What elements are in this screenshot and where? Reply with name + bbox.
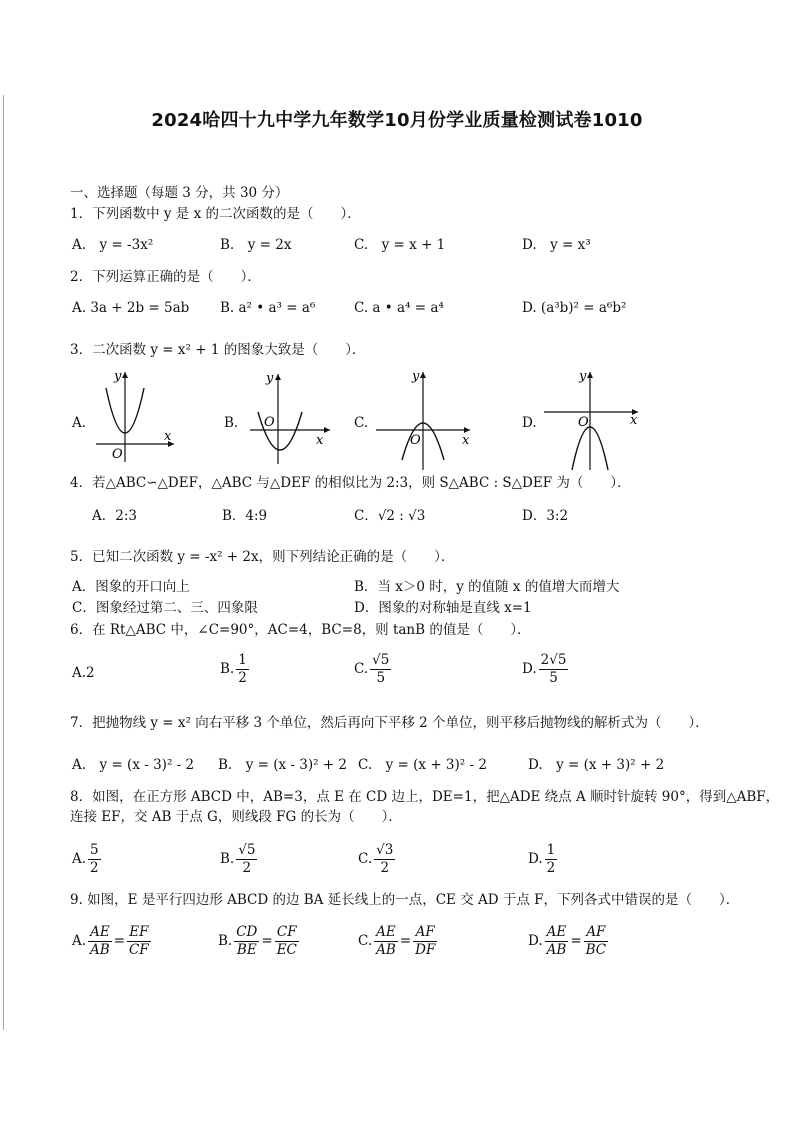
q4-stem: 4．若△ABC∽△DEF，△ABC 与△DEF 的相似比为 2:3，则 S△ABC : S△DEF 为（ ）． [70, 475, 631, 491]
q6-b-denominator: 2 [238, 670, 247, 686]
q8-c-numerator: √3 [376, 842, 394, 858]
q6-c-numerator: √5 [372, 652, 390, 668]
q8-d-numerator: 1 [546, 842, 556, 858]
q7-option-c: C. y = (x + 3)² - 2 [358, 757, 487, 773]
q6-option-a: A.2 [72, 665, 95, 681]
q9-option-a-label: A. [72, 933, 87, 949]
q8-option-c-fraction [374, 842, 395, 877]
q2-option-c: C. a • a⁴ = a⁴ [354, 300, 444, 316]
q8-stem-line-1: 8．如图，在正方形 ABCD 中，AB=3，点 E 在 CD 边上，DE=1，把△ADE 绕点 A 顺时针旋转 90°，得到△ABF， [70, 789, 780, 805]
q5-option-a: A．图象的开口向上 [72, 579, 190, 595]
q9-option-b-label: B. [218, 933, 233, 949]
q8-stem-line-2: 连接 EF，交 AB 于点 G，则线段 FG 的长为（ ）． [70, 809, 402, 825]
q6-option-b-label: B. [220, 661, 235, 677]
q4-option-a: A．2:3 [92, 508, 137, 524]
q1-option-a: A. y = -3x² [72, 237, 154, 253]
q9-c-right-fraction [413, 924, 437, 959]
q8-option-b [220, 842, 259, 877]
q3-label-a: A. [72, 415, 87, 431]
q1-stem: 1．下列函数中 y 是 x 的二次函数的是（ ）． [70, 206, 361, 222]
q8-option-b-label: B. [220, 851, 235, 867]
q6-option-c-label: C. [354, 661, 369, 677]
q8-option-c [358, 842, 397, 877]
q6-d-denominator: 5 [549, 670, 558, 686]
q3b-y-label: y [266, 371, 274, 386]
q6-option-c [354, 652, 393, 687]
q6-d-numerator: 2√5 [540, 652, 567, 668]
q6-option-c-fraction [370, 652, 391, 687]
q3-graph-a [92, 366, 182, 466]
q7-stem: 7．把抛物线 y = x² 向右平移 3 个单位，然后再向下平移 2 个单位，则平移后抛物线的解析式为（ ）． [70, 715, 709, 731]
q9-option-b [218, 924, 301, 959]
q6-option-d-label: D. [522, 661, 537, 677]
q5-option-b: B．当 x＞0 时，y 的值随 x 的值增大而增大 [354, 579, 620, 595]
q9-d-right-fraction [584, 924, 609, 959]
q9-b-right-den: EC [276, 942, 297, 958]
q9-option-a [72, 924, 153, 959]
q8-b-numerator: √5 [238, 842, 256, 858]
q8-b-denominator: 2 [242, 860, 252, 876]
q6-option-b-fraction [236, 652, 249, 687]
q9-b-right-num: CF [275, 924, 299, 942]
q9-a-right-num: EF [127, 924, 151, 942]
q3d-x-label: x [630, 413, 638, 428]
q3-label-c: C. [354, 415, 369, 431]
q3c-y-label: y [412, 369, 420, 384]
q9-c-equals: = [399, 933, 412, 949]
q3-label-b: B. [224, 415, 239, 431]
q9-option-d [528, 924, 610, 959]
q9-d-left-den: AB [546, 942, 567, 958]
q8-option-d-label: D. [528, 851, 543, 867]
q9-b-right-fraction [275, 924, 299, 959]
q3d-y-label: y [579, 369, 587, 384]
q8-a-numerator: 5 [90, 842, 99, 858]
q8-c-denominator: 2 [380, 860, 390, 876]
q8-option-d-fraction [545, 842, 558, 877]
q2-option-d: D. (a³b)² = a⁶b² [522, 300, 627, 316]
q8-a-denominator: 2 [90, 860, 99, 876]
q9-a-equals: = [113, 933, 126, 949]
q6-option-b [220, 652, 251, 687]
q8-option-d [528, 842, 559, 877]
q8-option-c-label: C. [358, 851, 373, 867]
q5-stem: 5．已知二次函数 y = -x² + 2x，则下列结论正确的是（ ）． [70, 549, 455, 565]
exam-title: 2024哈四十九中学九年数学10月份学业质量检测试卷1010 [151, 110, 643, 131]
q9-a-right-den: CF [129, 942, 149, 958]
q9-a-left-den: AB [90, 942, 110, 958]
q3b-origin-label: O [264, 415, 275, 430]
q3-stem: 3．二次函数 y = x² + 1 的图象大致是（ ）． [70, 342, 366, 358]
q5-option-d: D．图象的对称轴是直线 x=1 [354, 600, 532, 616]
q1-option-b: B. y = 2x [220, 237, 292, 253]
q9-c-left-den: AB [376, 942, 396, 958]
q9-option-c [358, 924, 439, 959]
q9-d-right-num: AF [584, 924, 609, 942]
q3c-origin-label: O [410, 433, 421, 448]
section-heading: 一、选择题（每题 3 分，共 30 分） [70, 185, 289, 201]
q7-option-a: A. y = (x - 3)² - 2 [72, 757, 195, 773]
q6-option-d [522, 652, 570, 687]
q8-option-b-fraction [236, 842, 257, 877]
q6-b-numerator: 1 [238, 652, 247, 668]
q7-option-b: B. y = (x - 3)² + 2 [218, 757, 348, 773]
q2-stem: 2．下列运算正确的是（ ）． [70, 269, 261, 285]
q2-option-a: A. 3a + 2b = 5ab [72, 300, 190, 316]
q6-c-denominator: 5 [376, 670, 386, 686]
q3a-origin-label: O [112, 447, 123, 462]
q9-b-left-den: BE [236, 942, 257, 958]
q3d-origin-label: O [578, 415, 589, 430]
q9-d-right-den: BC [585, 942, 607, 958]
q8-option-a-label: A. [72, 851, 87, 867]
q5-option-c: C．图象经过第二、三、四象限 [72, 600, 258, 616]
q9-a-right-fraction [127, 924, 151, 959]
q1-option-c: C. y = x + 1 [354, 237, 446, 253]
q9-b-left-fraction [234, 924, 259, 959]
q1-option-d: D. y = x³ [522, 237, 591, 253]
q9-c-left-fraction [374, 924, 398, 959]
q6-option-d-fraction [539, 652, 569, 687]
q4-option-d: D．3:2 [522, 508, 569, 524]
q3-graph-d [542, 366, 642, 472]
q3-graph-c [374, 366, 474, 472]
q9-b-equals: = [261, 933, 273, 949]
q9-c-right-num: AF [413, 924, 437, 942]
q9-a-left-fraction [88, 924, 112, 959]
q9-b-left-num: CD [236, 924, 258, 940]
q6-stem: 6．在 Rt△ABC 中，∠C=90°，AC=4，BC=8，则 tanB 的值是（ ）． [70, 622, 531, 638]
q9-option-d-label: D. [528, 933, 543, 949]
page-edge-line [3, 95, 4, 1030]
q9-stem: 9. 如图，E 是平行四边形 ABCD 的边 BA 延长线上的一点，CE 交 AD 于点 F，下列各式中错误的是（ ）． [70, 892, 740, 908]
q3c-x-label: x [462, 433, 470, 448]
q3a-y-label: y [114, 369, 122, 384]
q3-graph-b [248, 366, 338, 466]
q9-a-left-num: AE [88, 924, 112, 942]
q3-label-d: D. [522, 415, 537, 431]
q9-option-c-label: C. [358, 933, 373, 949]
q9-c-right-den: DF [415, 942, 436, 958]
q8-option-a-fraction [88, 842, 101, 877]
q9-d-left-fraction [545, 924, 569, 959]
q8-option-a [72, 842, 103, 877]
q7-option-d: D. y = (x + 3)² + 2 [528, 757, 665, 773]
q9-d-left-num: AE [545, 924, 569, 942]
q3a-x-label: x [164, 429, 172, 444]
q4-option-b: B．4:9 [222, 508, 268, 524]
q3b-x-label: x [316, 433, 324, 448]
q2-option-b: B. a² • a³ = a⁶ [220, 300, 316, 316]
q4-option-c: C．√2 : √3 [354, 508, 426, 524]
q9-c-left-num: AE [374, 924, 398, 942]
q9-d-equals: = [570, 933, 582, 949]
q8-d-denominator: 2 [546, 860, 556, 876]
